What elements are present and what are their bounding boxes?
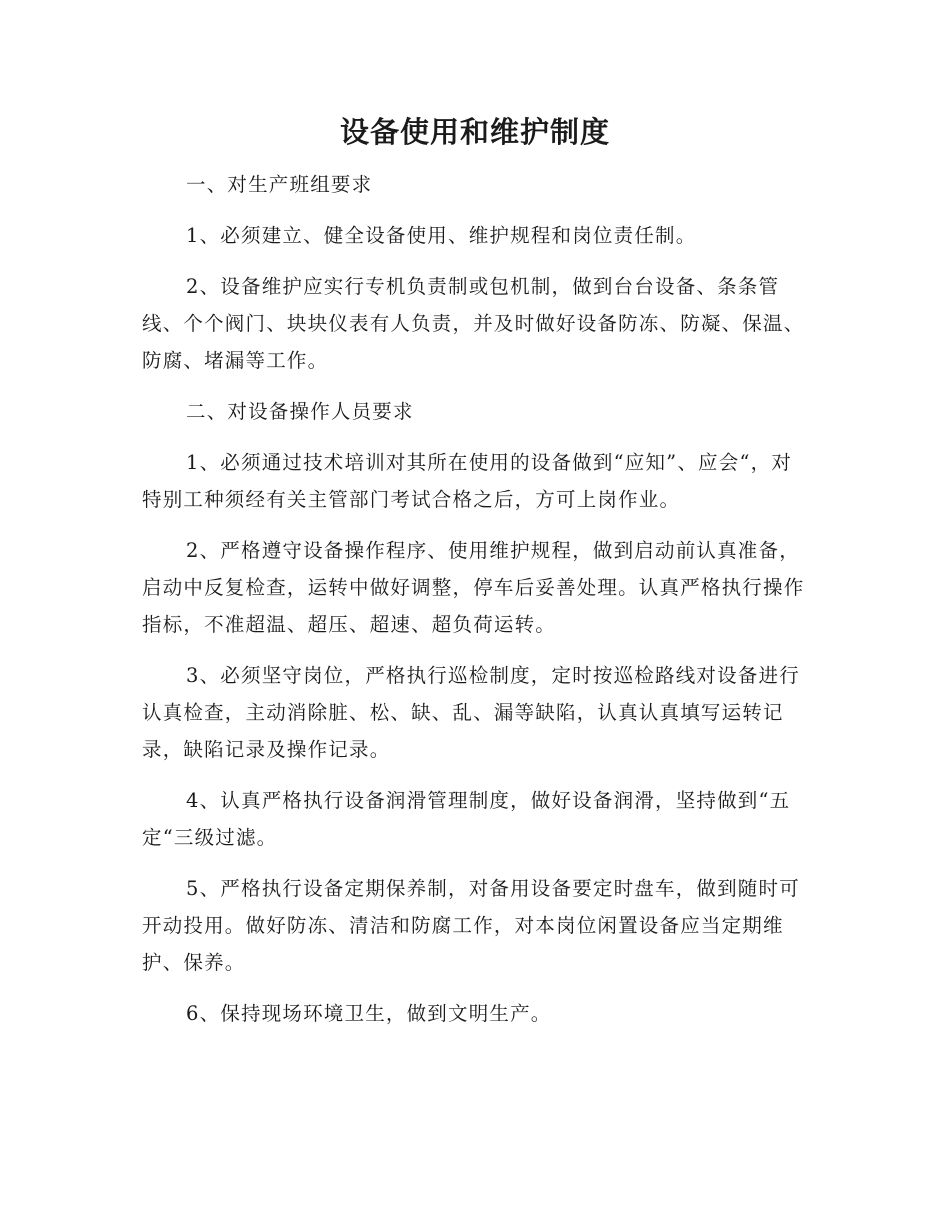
document-title: 设备使用和维护制度 [339, 115, 610, 149]
paragraph: 5、严格执行设备定期保养制，对备用设备要定时盘车，做到随时可开动投用。做好防冻、清洁和防腐工作，对本岗位闲置设备应当定期维护、保养。 [142, 877, 800, 974]
document-body [142, 166, 810, 1046]
paragraph: 3、必须坚守岗位，严格执行巡检制度，定时按巡检路线对设备进行认真检查，主动消除脏、松、缺、乱、漏等缺陷，认真认真填写运转记录，缺陷记录及操作记录。 [142, 664, 800, 761]
section-heading-production-team: 一、对生产班组要求 [186, 173, 373, 196]
paragraph: 4、认真严格执行设备润滑管理制度，做好设备润滑，坚持做到“五定“三级过滤。 [142, 789, 791, 849]
paragraph: 1、必须建立、健全设备使用、维护规程和岗位责任制。 [186, 224, 697, 247]
section-heading-operators: 二、对设备操作人员要求 [186, 400, 414, 423]
paragraph: 6、保持现场环境卫生，做到文明生产。 [186, 1002, 552, 1025]
paragraph: 2、严格遵守设备操作程序、使用维护规程，做到启动前认真准备，启动中反复检查，运转中做好调整，停车后妥善处理。认真严格执行操作指标，不准超温、超压、超速、超负荷运转。 [142, 539, 805, 636]
paragraph: 2、设备维护应实行专机负责制或包机制，做到台台设备、条条管线、个个阀门、块块仪表有人负责，并及时做好设备防冻、防凝、保温、防腐、堵漏等工作。 [142, 275, 805, 372]
paragraph: 1、必须通过技术培训对其所在使用的设备做到“应知”、应会“，对特别工种须经有关主管部门考试合格之后，方可上岗作业。 [142, 451, 793, 511]
